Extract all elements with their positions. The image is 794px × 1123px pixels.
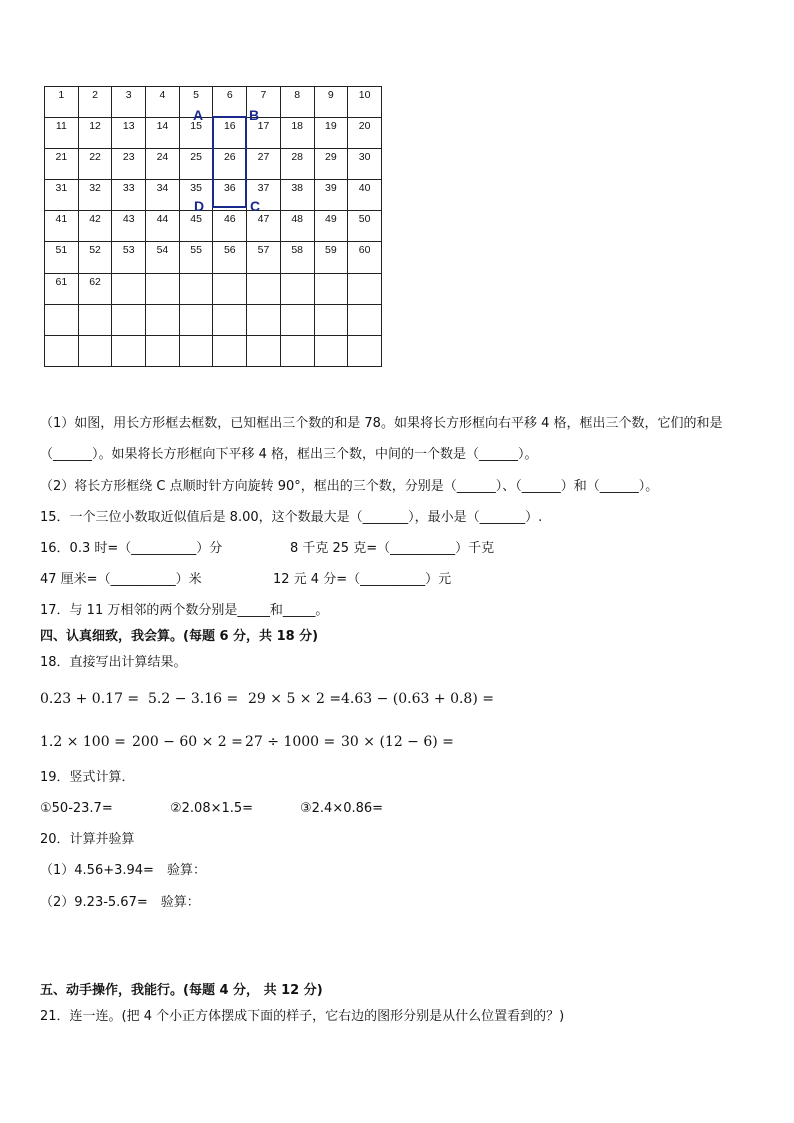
grid-cell: 22 — [78, 149, 112, 180]
q20-item-1: （1）4.56+3.94= 验算： — [40, 863, 206, 878]
grid-cell: 37 — [247, 180, 281, 211]
grid-cell: 41 — [45, 211, 79, 242]
grid-cell — [314, 273, 348, 304]
q16-a: 16．0.3 时=（__________）分 — [40, 541, 223, 556]
grid-cell: 48 — [280, 211, 314, 242]
grid-cell: 29 — [314, 149, 348, 180]
grid-cell: 39 — [314, 180, 348, 211]
grid-cell — [247, 335, 281, 366]
grid-cell — [179, 273, 213, 304]
grid-cell: 42 — [78, 211, 112, 242]
q21: 21．连一连。(把 4 个小正方体摆成下面的样子，它右边的图形分别是从什么位置看到的？) — [40, 1009, 565, 1024]
grid-row — [45, 242, 382, 273]
grid-cell: 15 — [179, 118, 213, 149]
grid-cell — [213, 335, 247, 366]
grid-cell: 16 — [213, 118, 247, 149]
q19-title: 19．竖式计算． — [40, 770, 135, 785]
q20-item-2: （2）9.23-5.67= 验算： — [40, 895, 200, 910]
q18-expr-6: 200 − 60 × 2 = — [132, 734, 243, 750]
grid-row — [45, 273, 382, 304]
grid-cell — [78, 335, 112, 366]
grid-cell: 34 — [146, 180, 180, 211]
grid-cell: 44 — [146, 211, 180, 242]
grid-cell — [179, 335, 213, 366]
grid-cell: 3 — [112, 87, 146, 118]
grid-cell: 8 — [280, 87, 314, 118]
grid-cell: 33 — [112, 180, 146, 211]
q15: 15．一个三位小数取近似值后是 8.00，这个数最大是（_______），最小是（_______）. — [40, 510, 543, 525]
q16-c: 47 厘米=（__________）米 — [40, 572, 202, 587]
grid-cell — [179, 304, 213, 335]
grid-cell: 6 — [213, 87, 247, 118]
grid-row — [45, 304, 382, 335]
grid-cell: 25 — [179, 149, 213, 180]
q18-expr-4: 4.63 − (0.63 + 0.8) = — [341, 691, 494, 707]
section-4-heading: 四、认真细致，我会算。(每题 6 分，共 18 分) — [40, 629, 319, 644]
q18-expr-3: 29 × 5 × 2 = — [248, 691, 342, 707]
grid-cell: 32 — [78, 180, 112, 211]
q18-expr-8: 30 × (12 − 6) = — [341, 734, 454, 750]
q18-expr-7: 27 ÷ 1000 = — [245, 734, 336, 750]
grid-cell: 17 — [247, 118, 281, 149]
q14-part1-line2: （______）。如果将长方形框向下平移 4 格，框出三个数，中间的一个数是（______）。 — [40, 447, 538, 462]
grid-cell: 23 — [112, 149, 146, 180]
grid-cell: 11 — [45, 118, 79, 149]
grid-cell: 4 — [146, 87, 180, 118]
grid-cell: 58 — [280, 242, 314, 273]
q18-expr-2: 5.2 − 3.16 = — [148, 691, 239, 707]
grid-cell — [280, 304, 314, 335]
grid-cell: 60 — [348, 242, 382, 273]
grid-cell: 26 — [213, 149, 247, 180]
grid-cell — [314, 304, 348, 335]
grid-cell: 27 — [247, 149, 281, 180]
grid-cell — [314, 335, 348, 366]
grid-cell: 10 — [348, 87, 382, 118]
grid-cell: 38 — [280, 180, 314, 211]
corner-label-b: B — [249, 107, 260, 123]
grid-cell — [112, 273, 146, 304]
grid-cell: 56 — [213, 242, 247, 273]
q19-item-2: ②2.08×1.5= — [170, 801, 254, 816]
grid-cell — [348, 304, 382, 335]
corner-label-a: A — [193, 107, 204, 123]
rectangle-frame — [212, 116, 247, 208]
grid-cell: 1 — [45, 87, 79, 118]
grid-cell — [348, 273, 382, 304]
corner-label-c: C — [250, 198, 261, 214]
q14-part2: （2）将长方形框绕 C 点顺时针方向旋转 90°，框出的三个数，分别是（______）、（______）和（______）。 — [40, 479, 659, 494]
q18-title: 18．直接写出计算结果。 — [40, 655, 187, 670]
grid-cell — [280, 273, 314, 304]
grid-cell: 30 — [348, 149, 382, 180]
grid-cell: 35 — [179, 180, 213, 211]
grid-cell: 18 — [280, 118, 314, 149]
number-grid-figure — [44, 86, 382, 397]
q19-item-3: ③2.4×0.86= — [300, 801, 384, 816]
grid-cell — [78, 304, 112, 335]
grid-cell: 7 — [247, 87, 281, 118]
grid-cell: 49 — [314, 211, 348, 242]
grid-cell: 28 — [280, 149, 314, 180]
grid-cell — [213, 304, 247, 335]
grid-cell: 9 — [314, 87, 348, 118]
grid-cell: 47 — [247, 211, 281, 242]
grid-cell: 53 — [112, 242, 146, 273]
grid-cell: 54 — [146, 242, 180, 273]
grid-cell: 5 — [179, 87, 213, 118]
grid-cell: 40 — [348, 180, 382, 211]
grid-row — [45, 211, 382, 242]
grid-cell — [146, 304, 180, 335]
grid-cell: 61 — [45, 273, 79, 304]
q20-title: 20．计算并验算 — [40, 832, 135, 847]
grid-cell: 46 — [213, 211, 247, 242]
grid-cell: 13 — [112, 118, 146, 149]
grid-cell — [146, 335, 180, 366]
grid-cell: 52 — [78, 242, 112, 273]
section-5-heading: 五、动手操作，我能行。(每题 4 分， 共 12 分) — [40, 983, 323, 998]
grid-cell — [247, 273, 281, 304]
grid-cell: 31 — [45, 180, 79, 211]
q17: 17．与 11 万相邻的两个数分别是_____和_____。 — [40, 603, 329, 618]
grid-cell: 14 — [146, 118, 180, 149]
grid-cell: 2 — [78, 87, 112, 118]
grid-cell: 62 — [78, 273, 112, 304]
q16-b: 8 千克 25 克=（__________）千克 — [290, 541, 495, 556]
q19-item-1: ①50-23.7= — [40, 801, 113, 816]
grid-row — [45, 87, 382, 118]
q18-expr-5: 1.2 × 100 = — [40, 734, 126, 750]
grid-cell: 19 — [314, 118, 348, 149]
grid-cell — [348, 335, 382, 366]
q18-expr-1: 0.23 + 0.17 = — [40, 691, 140, 707]
grid-cell — [247, 304, 281, 335]
q14-part1-line1: （1）如图，用长方形框去框数，已知框出三个数的和是 78。如果将长方形框向右平移 4 格，框出三个数，它们的和是 — [40, 416, 723, 431]
grid-cell: 12 — [78, 118, 112, 149]
grid-cell — [213, 273, 247, 304]
grid-cell — [45, 304, 79, 335]
grid-row — [45, 335, 382, 366]
grid-cell: 57 — [247, 242, 281, 273]
grid-cell: 51 — [45, 242, 79, 273]
grid-cell: 36 — [213, 180, 247, 211]
grid-cell: 55 — [179, 242, 213, 273]
grid-cell: 59 — [314, 242, 348, 273]
grid-cell: 43 — [112, 211, 146, 242]
grid-cell: 50 — [348, 211, 382, 242]
grid-cell: 24 — [146, 149, 180, 180]
corner-label-d: D — [194, 198, 205, 214]
grid-cell — [45, 335, 79, 366]
grid-cell — [280, 335, 314, 366]
q16-d: 12 元 4 分=（__________）元 — [273, 572, 452, 587]
grid-cell — [112, 335, 146, 366]
grid-cell: 21 — [45, 149, 79, 180]
grid-cell — [112, 304, 146, 335]
grid-cell — [146, 273, 180, 304]
grid-cell: 45 — [179, 211, 213, 242]
grid-cell: 20 — [348, 118, 382, 149]
